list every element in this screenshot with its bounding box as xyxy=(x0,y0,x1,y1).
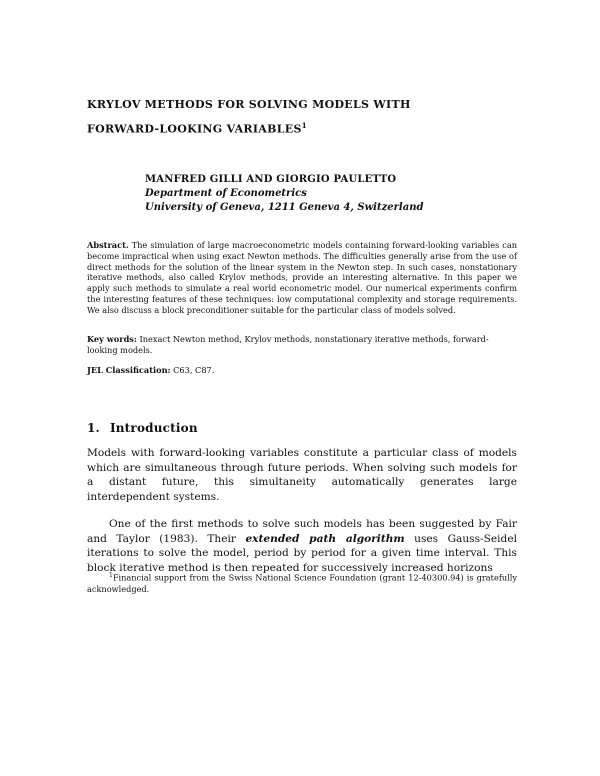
footnote-text: Financial support from the Swiss National Science Foundation (grant 12-40300.94) is gratefully acknowledged. xyxy=(87,572,517,594)
paper-title xyxy=(87,94,517,140)
section-title: Introduction xyxy=(109,421,198,435)
keywords xyxy=(87,334,517,356)
title-line-2-text: FORWARD-LOOKING VARIABLES xyxy=(87,122,302,136)
title-footnote-mark: 1 xyxy=(301,121,307,130)
author-block xyxy=(145,173,475,215)
intro-paragraph-1: Models with forward-looking variables constitute a particular class of models which are simultaneous through future periods. When solving such models for a distant future, this simultaneity automatically generates large interdependent systems. xyxy=(87,447,517,503)
paragraph-2-emphasis: extended path algorithm xyxy=(245,532,405,545)
author-names: MANFRED GILLI AND GIORGIO PAULETTO xyxy=(145,174,397,185)
title-line-1: KRYLOV METHODS FOR SOLVING MODELS WITH xyxy=(87,98,411,111)
jel-classification xyxy=(87,365,517,376)
title-line-2 xyxy=(87,115,517,140)
paragraph-2-after: uses Gauss-Seidel iterations to solve the model, period by period for a given time interval. This block iterative method is then repeated for successively increased horizons xyxy=(87,532,517,574)
keywords-label: Key words: xyxy=(87,334,137,344)
jel-label: JEL Classification: xyxy=(87,365,171,375)
abstract xyxy=(87,240,517,316)
keywords-text: Inexact Newton method, Krylov methods, nonstationary iterative methods, forward-looking models. xyxy=(87,334,489,355)
jel-text: C63, C87. xyxy=(173,365,215,375)
abstract-label: Abstract. xyxy=(87,240,129,250)
author-department: Department of Econometrics xyxy=(145,188,307,199)
abstract-text: The simulation of large macroeconometric models containing forward-looking variables can become impractical when using exact Newton methods. The difficulties generally arise from the use of direct methods for the solution of the linear system in the Newton step. In such cases, nonstationary iterative methods, also called Krylov methods, provide an interesting alternative. In this paper we apply such methods to simulate a real world econometric model. Our numerical experiments confirm the interesting features of these techniques: low computational complexity and storage requirements. We also discuss a block preconditioner suitable for the particular class of models solved. xyxy=(87,240,517,315)
section-number: 1. xyxy=(87,421,100,435)
footnote xyxy=(87,570,517,595)
author-university: University of Geneva, 1211 Geneva 4, Switzerland xyxy=(145,202,424,213)
footnote-mark: 1 xyxy=(109,572,113,579)
paragraph-2-before: One of the first methods to solve such models has been suggested by Fair and Taylor (1983). Their xyxy=(87,518,517,545)
intro-paragraph-2 xyxy=(87,517,517,575)
section-heading xyxy=(87,421,198,435)
